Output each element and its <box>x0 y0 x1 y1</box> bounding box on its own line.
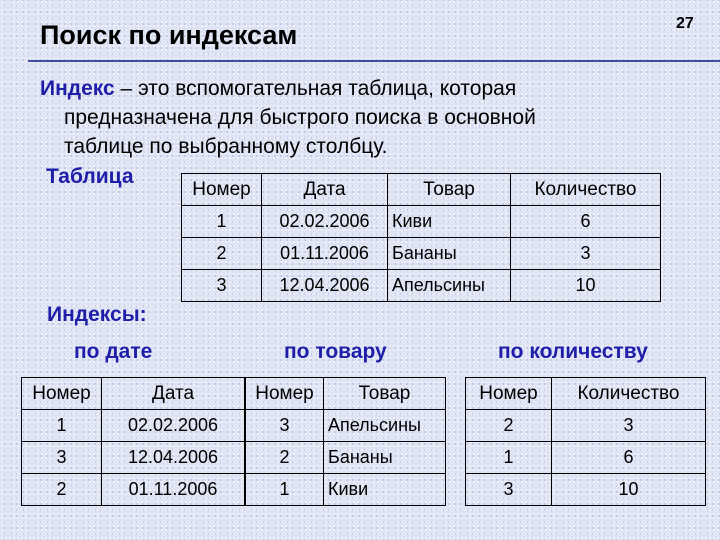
header-cell: Дата <box>262 174 388 206</box>
header-cell: Номер <box>22 378 102 410</box>
table-cell: 1 <box>22 410 102 442</box>
table-cell: 2 <box>182 238 262 270</box>
table-cell: 2 <box>466 410 552 442</box>
main-table <box>181 173 661 302</box>
table-row <box>22 442 245 474</box>
table-row <box>466 474 706 506</box>
table-cell: 6 <box>552 442 706 474</box>
header-cell: Дата <box>102 378 245 410</box>
header-cell: Количество <box>552 378 706 410</box>
page-number: 27 <box>676 15 694 32</box>
table-cell: 3 <box>182 270 262 302</box>
definition-line-1-text: – это вспомогательная таблица, которая <box>114 77 517 100</box>
table-row <box>246 410 446 442</box>
table-cell: 1 <box>182 206 262 238</box>
table-row <box>182 238 661 270</box>
table-cell: Апельсины <box>388 270 511 302</box>
index-by-date-table <box>21 377 245 506</box>
table-row <box>182 270 661 302</box>
definition-line-1 <box>40 74 700 103</box>
table-cell: 01.11.2006 <box>102 474 245 506</box>
title-divider <box>28 60 720 62</box>
table-cell: 3 <box>552 410 706 442</box>
header-cell: Номер <box>246 378 324 410</box>
index-by-quantity-table <box>465 377 706 506</box>
table-cell: Бананы <box>388 238 511 270</box>
index-by-product-caption: по товару <box>284 340 387 363</box>
table-cell: 10 <box>552 474 706 506</box>
index-header-row <box>22 378 245 410</box>
table-cell: 10 <box>511 270 661 302</box>
definition-line-3: таблице по выбранному столбцу. <box>64 135 388 158</box>
table-cell: 12.04.2006 <box>102 442 245 474</box>
table-cell: 3 <box>22 442 102 474</box>
header-cell: Количество <box>511 174 661 206</box>
definition-line-2: предназначена для быстрого поиска в основной <box>64 106 536 129</box>
table-row <box>22 474 245 506</box>
header-cell: Номер <box>466 378 552 410</box>
main-table-header-row <box>182 174 661 206</box>
table-cell: 12.04.2006 <box>262 270 388 302</box>
index-header-row <box>466 378 706 410</box>
index-header-row <box>246 378 446 410</box>
table-row <box>22 410 245 442</box>
table-cell: 6 <box>511 206 661 238</box>
header-cell: Товар <box>388 174 511 206</box>
header-cell: Номер <box>182 174 262 206</box>
header-cell: Товар <box>324 378 446 410</box>
index-definition <box>40 74 700 161</box>
definition-term: Индекс <box>40 77 115 100</box>
index-by-date-caption: по дате <box>74 340 153 363</box>
table-row <box>246 474 446 506</box>
table-row <box>246 442 446 474</box>
table-cell: Бананы <box>324 442 446 474</box>
table-cell: Киви <box>324 474 446 506</box>
table-cell: 3 <box>466 474 552 506</box>
index-by-quantity-caption: по количеству <box>498 340 648 363</box>
table-cell: 2 <box>22 474 102 506</box>
table-cell: 3 <box>511 238 661 270</box>
table-label: Таблица <box>46 165 134 188</box>
table-cell: Киви <box>388 206 511 238</box>
index-by-product-table <box>245 377 446 506</box>
table-cell: Апельсины <box>324 410 446 442</box>
table-cell: 02.02.2006 <box>102 410 245 442</box>
table-cell: 1 <box>246 474 324 506</box>
table-row <box>466 410 706 442</box>
indexes-label: Индексы: <box>47 303 147 326</box>
table-cell: 02.02.2006 <box>262 206 388 238</box>
table-cell: 1 <box>466 442 552 474</box>
table-cell: 3 <box>246 410 324 442</box>
table-row <box>182 206 661 238</box>
table-cell: 01.11.2006 <box>262 238 388 270</box>
table-cell: 2 <box>246 442 324 474</box>
table-row <box>466 442 706 474</box>
slide-title: Поиск по индексам <box>40 20 298 50</box>
